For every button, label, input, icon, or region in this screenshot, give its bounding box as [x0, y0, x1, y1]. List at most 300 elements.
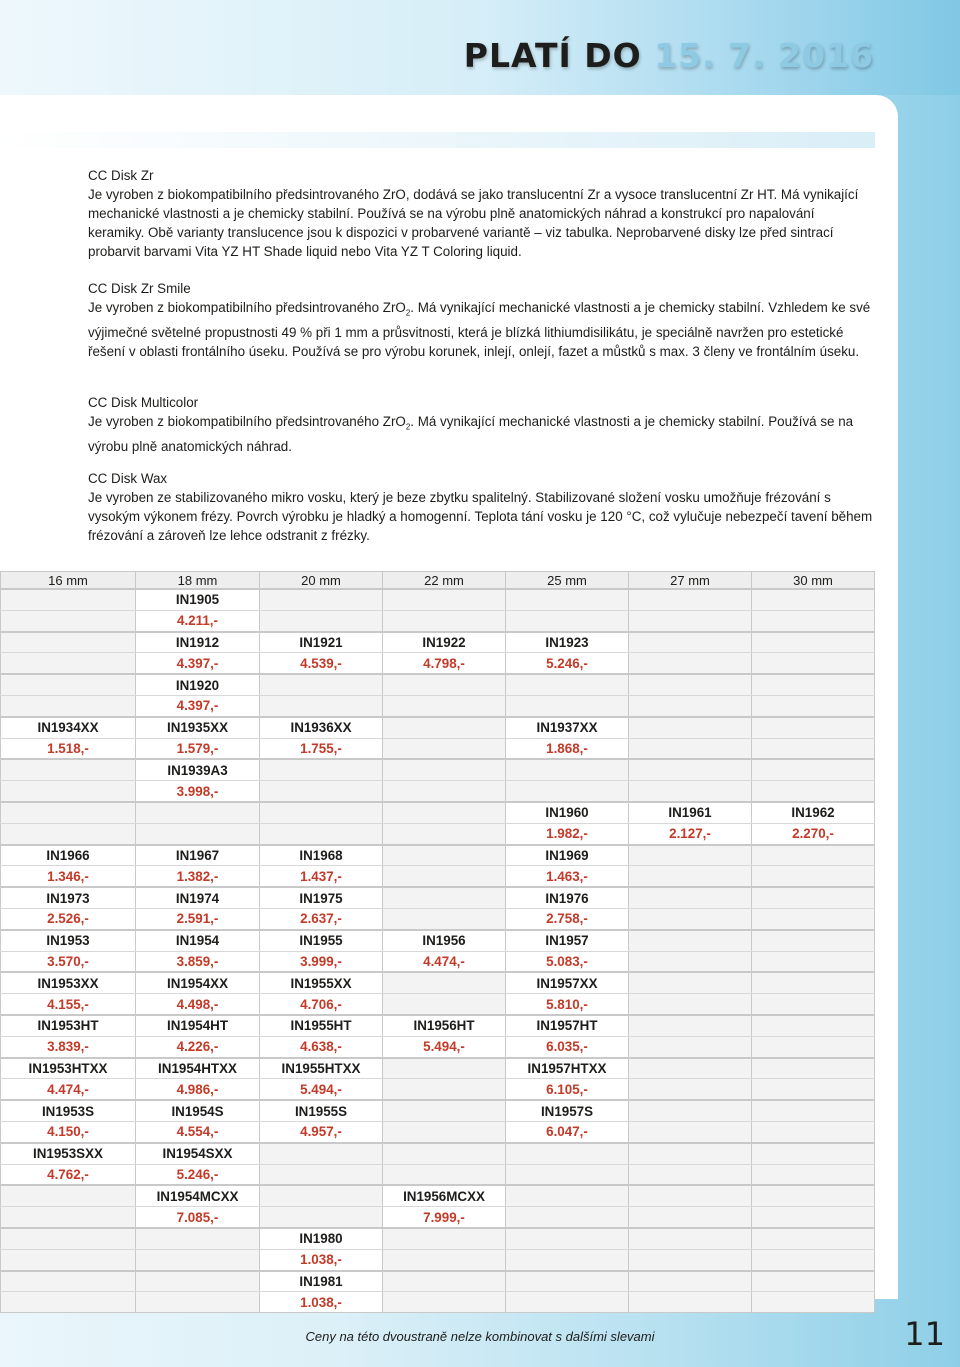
empty-cell — [629, 1249, 752, 1270]
table-row-codes — [1, 887, 875, 908]
empty-cell — [506, 781, 629, 802]
empty-cell — [383, 695, 506, 716]
empty-cell — [629, 610, 752, 631]
empty-cell — [752, 589, 875, 610]
product-code-cell: IN1967 — [136, 845, 260, 866]
product-code-cell: IN1923 — [506, 632, 629, 653]
table-row-prices — [1, 1292, 875, 1313]
product-code-cell: IN1956HT — [383, 1015, 506, 1036]
product-code-cell: IN1912 — [136, 632, 260, 653]
price-cell: 1.038,- — [260, 1292, 383, 1313]
empty-cell — [752, 887, 875, 908]
price-cell: 1.346,- — [1, 866, 136, 887]
price-cell: 5.246,- — [506, 653, 629, 674]
product-code-cell: IN1957HTXX — [506, 1058, 629, 1079]
empty-cell — [752, 695, 875, 716]
empty-cell — [629, 1164, 752, 1185]
empty-cell — [752, 1143, 875, 1164]
empty-cell — [383, 1143, 506, 1164]
empty-cell — [383, 1058, 506, 1079]
product-code-cell: IN1974 — [136, 887, 260, 908]
empty-cell — [1, 632, 136, 653]
empty-cell — [752, 759, 875, 780]
product-code-cell: IN1957 — [506, 930, 629, 951]
empty-cell — [629, 1036, 752, 1057]
price-cell: 3.859,- — [136, 951, 260, 972]
product-code-cell: IN1957XX — [506, 972, 629, 993]
empty-cell — [136, 802, 260, 823]
empty-cell — [629, 632, 752, 653]
price-cell: 5.494,- — [383, 1036, 506, 1057]
table-row-codes — [1, 845, 875, 866]
empty-cell — [383, 887, 506, 908]
table-row-codes — [1, 1100, 875, 1121]
product-code-cell: IN1960 — [506, 802, 629, 823]
empty-cell — [383, 845, 506, 866]
price-cell: 1.868,- — [506, 738, 629, 759]
empty-cell — [629, 930, 752, 951]
section-cc-disk-multicolor — [88, 393, 873, 456]
product-code-cell: IN1905 — [136, 589, 260, 610]
table-row-prices — [1, 1121, 875, 1142]
empty-cell — [629, 759, 752, 780]
table-row-codes — [1, 1271, 875, 1292]
column-header-25mm: 25 mm — [506, 572, 629, 590]
empty-cell — [136, 1228, 260, 1249]
empty-cell — [1, 823, 136, 844]
price-cell: 5.083,- — [506, 951, 629, 972]
validity-date: 15. 7. 2016 — [654, 36, 874, 75]
product-code-cell: IN1956MCXX — [383, 1185, 506, 1206]
column-header-18mm: 18 mm — [136, 572, 260, 590]
empty-cell — [383, 1292, 506, 1313]
table-row-codes — [1, 1228, 875, 1249]
table-row-prices — [1, 951, 875, 972]
price-cell: 1.463,- — [506, 866, 629, 887]
empty-cell — [752, 1079, 875, 1100]
empty-cell — [629, 717, 752, 738]
section-title: CC Disk Multicolor — [88, 395, 199, 410]
product-code-cell: IN1976 — [506, 887, 629, 908]
price-cell: 1.437,- — [260, 866, 383, 887]
product-code-cell: IN1934XX — [1, 717, 136, 738]
price-cell: 4.957,- — [260, 1121, 383, 1142]
empty-cell — [1, 589, 136, 610]
empty-cell — [752, 1164, 875, 1185]
empty-cell — [506, 1228, 629, 1249]
product-code-cell: IN1956 — [383, 930, 506, 951]
product-code-cell: IN1962 — [752, 802, 875, 823]
empty-cell — [1, 610, 136, 631]
empty-cell — [506, 1207, 629, 1228]
product-code-cell: IN1954XX — [136, 972, 260, 993]
section-text — [88, 298, 873, 361]
empty-cell — [260, 589, 383, 610]
empty-cell — [629, 1121, 752, 1142]
product-code-cell: IN1975 — [260, 887, 383, 908]
table-row-codes — [1, 632, 875, 653]
empty-cell — [629, 1207, 752, 1228]
empty-cell — [629, 674, 752, 695]
product-code-cell: IN1961 — [629, 802, 752, 823]
price-cell: 4.397,- — [136, 653, 260, 674]
empty-cell — [506, 1292, 629, 1313]
product-code-cell: IN1920 — [136, 674, 260, 695]
empty-cell — [629, 1185, 752, 1206]
product-code-cell: IN1966 — [1, 845, 136, 866]
empty-cell — [260, 1143, 383, 1164]
empty-cell — [629, 1015, 752, 1036]
empty-cell — [629, 887, 752, 908]
empty-cell — [383, 1271, 506, 1292]
empty-cell — [752, 1100, 875, 1121]
table-row-codes — [1, 972, 875, 993]
section-text — [88, 412, 873, 456]
empty-cell — [629, 1228, 752, 1249]
empty-cell — [260, 674, 383, 695]
price-cell: 4.150,- — [1, 1121, 136, 1142]
table-row-prices — [1, 866, 875, 887]
empty-cell — [383, 802, 506, 823]
table-row-prices — [1, 1207, 875, 1228]
price-cell: 1.579,- — [136, 738, 260, 759]
empty-cell — [629, 695, 752, 716]
product-code-cell: IN1953SXX — [1, 1143, 136, 1164]
empty-cell — [383, 781, 506, 802]
price-cell: 4.798,- — [383, 653, 506, 674]
empty-cell — [629, 845, 752, 866]
empty-cell — [136, 823, 260, 844]
price-cell: 6.105,- — [506, 1079, 629, 1100]
empty-cell — [1, 653, 136, 674]
price-cell: 4.498,- — [136, 994, 260, 1015]
empty-cell — [752, 1228, 875, 1249]
table-row-codes — [1, 717, 875, 738]
empty-cell — [629, 1100, 752, 1121]
product-code-cell: IN1968 — [260, 845, 383, 866]
table-row-prices — [1, 823, 875, 844]
section-cc-disk-zr — [88, 166, 873, 261]
empty-cell — [260, 1185, 383, 1206]
empty-cell — [383, 674, 506, 695]
price-cell: 3.570,- — [1, 951, 136, 972]
empty-cell — [752, 738, 875, 759]
table-row-prices — [1, 1249, 875, 1270]
empty-cell — [752, 972, 875, 993]
empty-cell — [629, 1058, 752, 1079]
empty-cell — [629, 1271, 752, 1292]
price-cell: 2.127,- — [629, 823, 752, 844]
empty-cell — [1, 802, 136, 823]
empty-cell — [752, 1121, 875, 1142]
table-row-prices — [1, 653, 875, 674]
column-header-16mm: 16 mm — [1, 572, 136, 590]
product-code-cell: IN1921 — [260, 632, 383, 653]
price-cell: 1.038,- — [260, 1249, 383, 1270]
section-title: CC Disk Wax — [88, 471, 168, 486]
section-text-part: . Má vynikající mechanické vlastnosti a je chemicky stabilní. Vzhledem ke své výjimečné světelné propustnosti 49 % při 1 mm a průsvitnosti, která je blízká lithiumdisilikátu, je speciálně navržen pro estetické řešení v oblasti frontálního úseku. Používá se pro výrobu korunek, inlejí, onlejí, fazet a můstků s max. 3 členy ve frontálním úseku. — [88, 300, 871, 359]
section-text-part: Je vyroben z biokompatibilního předsintrovaného ZrO — [88, 300, 406, 315]
empty-cell — [752, 994, 875, 1015]
price-cell: 3.839,- — [1, 1036, 136, 1057]
product-code-cell: IN1953S — [1, 1100, 136, 1121]
empty-cell — [383, 759, 506, 780]
price-cell: 4.155,- — [1, 994, 136, 1015]
empty-cell — [752, 951, 875, 972]
empty-cell — [752, 1015, 875, 1036]
empty-cell — [1, 1271, 136, 1292]
empty-cell — [383, 908, 506, 929]
product-code-cell: IN1957HT — [506, 1015, 629, 1036]
product-code-cell: IN1954HTXX — [136, 1058, 260, 1079]
price-cell: 5.246,- — [136, 1164, 260, 1185]
empty-cell — [752, 632, 875, 653]
section-title: CC Disk Zr — [88, 168, 154, 183]
empty-cell — [260, 823, 383, 844]
empty-cell — [383, 972, 506, 993]
table-row-prices — [1, 994, 875, 1015]
table-row-codes — [1, 1185, 875, 1206]
empty-cell — [1, 1185, 136, 1206]
empty-cell — [383, 717, 506, 738]
product-code-cell: IN1922 — [383, 632, 506, 653]
empty-cell — [1, 1249, 136, 1270]
empty-cell — [752, 1271, 875, 1292]
product-code-cell: IN1953 — [1, 930, 136, 951]
product-code-cell: IN1955XX — [260, 972, 383, 993]
empty-cell — [383, 866, 506, 887]
table-row-codes — [1, 674, 875, 695]
empty-cell — [383, 1121, 506, 1142]
empty-cell — [260, 759, 383, 780]
footer-note: Ceny na této dvoustraně nelze kombinovat s dalšími slevami — [305, 1329, 655, 1344]
empty-cell — [629, 1292, 752, 1313]
product-code-cell: IN1935XX — [136, 717, 260, 738]
table-row-prices — [1, 738, 875, 759]
table-row-codes — [1, 1143, 875, 1164]
empty-cell — [383, 1249, 506, 1270]
empty-cell — [752, 930, 875, 951]
validity-label: PLATÍ DO — [463, 36, 642, 75]
empty-cell — [629, 972, 752, 993]
empty-cell — [506, 1185, 629, 1206]
empty-cell — [752, 1292, 875, 1313]
price-cell: 5.810,- — [506, 994, 629, 1015]
empty-cell — [506, 589, 629, 610]
product-code-cell: IN1953HT — [1, 1015, 136, 1036]
price-cell: 4.762,- — [1, 1164, 136, 1185]
empty-cell — [506, 1249, 629, 1270]
price-cell: 1.382,- — [136, 866, 260, 887]
price-cell: 4.539,- — [260, 653, 383, 674]
price-cell: 4.706,- — [260, 994, 383, 1015]
product-code-cell: IN1953XX — [1, 972, 136, 993]
table-row-prices — [1, 908, 875, 929]
product-code-cell: IN1939A3 — [136, 759, 260, 780]
table-row-codes — [1, 802, 875, 823]
empty-cell — [506, 1271, 629, 1292]
subscript: 2 — [405, 308, 411, 318]
price-cell: 3.999,- — [260, 951, 383, 972]
validity-title — [464, 36, 874, 75]
empty-cell — [383, 1079, 506, 1100]
empty-cell — [629, 781, 752, 802]
price-table-body — [1, 589, 875, 1313]
empty-cell — [506, 1164, 629, 1185]
empty-cell — [629, 653, 752, 674]
empty-cell — [260, 610, 383, 631]
empty-cell — [136, 1271, 260, 1292]
empty-cell — [752, 610, 875, 631]
empty-cell — [383, 1228, 506, 1249]
empty-cell — [752, 908, 875, 929]
empty-cell — [383, 1164, 506, 1185]
price-cell: 6.047,- — [506, 1121, 629, 1142]
empty-cell — [629, 994, 752, 1015]
table-row-prices — [1, 1164, 875, 1185]
empty-cell — [1, 1228, 136, 1249]
table-row-codes — [1, 1015, 875, 1036]
price-cell: 4.211,- — [136, 610, 260, 631]
empty-cell — [260, 1207, 383, 1228]
panel-top-strip — [0, 132, 875, 148]
empty-cell — [383, 589, 506, 610]
product-code-cell: IN1955S — [260, 1100, 383, 1121]
price-cell: 1.982,- — [506, 823, 629, 844]
empty-cell — [629, 1079, 752, 1100]
section-text-part: Je vyroben z biokompatibilního předsintrovaného ZrO — [88, 414, 406, 429]
product-code-cell: IN1955HT — [260, 1015, 383, 1036]
table-row-prices — [1, 610, 875, 631]
column-header-20mm: 20 mm — [260, 572, 383, 590]
empty-cell — [383, 1100, 506, 1121]
price-cell: 6.035,- — [506, 1036, 629, 1057]
empty-cell — [752, 1207, 875, 1228]
price-cell: 4.554,- — [136, 1121, 260, 1142]
table-row-prices — [1, 1079, 875, 1100]
price-cell: 4.474,- — [383, 951, 506, 972]
table-row-codes — [1, 759, 875, 780]
price-cell: 1.755,- — [260, 738, 383, 759]
product-code-cell: IN1980 — [260, 1228, 383, 1249]
product-code-cell: IN1936XX — [260, 717, 383, 738]
table-row-codes — [1, 589, 875, 610]
table-header-row — [1, 572, 875, 590]
table-row-codes — [1, 1058, 875, 1079]
empty-cell — [383, 738, 506, 759]
product-code-cell: IN1954SXX — [136, 1143, 260, 1164]
table-row-prices — [1, 1036, 875, 1057]
price-cell: 4.474,- — [1, 1079, 136, 1100]
empty-cell — [260, 1164, 383, 1185]
empty-cell — [506, 610, 629, 631]
product-code-cell: IN1973 — [1, 887, 136, 908]
empty-cell — [752, 1036, 875, 1057]
empty-cell — [136, 1249, 260, 1270]
empty-cell — [260, 781, 383, 802]
empty-cell — [752, 781, 875, 802]
empty-cell — [629, 908, 752, 929]
price-cell: 4.226,- — [136, 1036, 260, 1057]
empty-cell — [260, 802, 383, 823]
empty-cell — [1, 759, 136, 780]
table-row-prices — [1, 695, 875, 716]
table-row-codes — [1, 930, 875, 951]
empty-cell — [1, 695, 136, 716]
product-code-cell: IN1954MCXX — [136, 1185, 260, 1206]
empty-cell — [752, 1249, 875, 1270]
price-cell: 1.518,- — [1, 738, 136, 759]
empty-cell — [383, 610, 506, 631]
product-code-cell: IN1957S — [506, 1100, 629, 1121]
price-cell: 2.270,- — [752, 823, 875, 844]
empty-cell — [752, 845, 875, 866]
product-code-cell: IN1955 — [260, 930, 383, 951]
price-cell: 2.591,- — [136, 908, 260, 929]
empty-cell — [752, 1185, 875, 1206]
product-code-cell: IN1954S — [136, 1100, 260, 1121]
product-code-cell: IN1955HTXX — [260, 1058, 383, 1079]
empty-cell — [136, 1292, 260, 1313]
empty-cell — [1, 1207, 136, 1228]
section-text: Je vyroben z biokompatibilního předsintrovaného ZrO, dodává se jako translucentní Zr a vysoce translucentní Zr HT. Má vynikající mechanické vlastnosti a je chemicky stabilní. Používá se na výrobu plně anatomických náhrad a konstrukcí pro napalování keramiky. Obě varianty translucence jsou k dispozici v probarvené variantě – viz tabulka. Neprobarvené disky lze před sintrací probarvit barvami Vita YZ HT Shade liquid nebo Vita YZ T Coloring liquid. — [88, 187, 859, 259]
column-header-30mm: 30 mm — [752, 572, 875, 590]
empty-cell — [383, 994, 506, 1015]
section-text: Je vyroben ze stabilizovaného mikro vosku, který je beze zbytku spalitelný. Stabilizované složení vosku umožňuje frézování s vysokým výkonem frézy. Povrch výrobku je hladký a homogenní. Teplota tání vosku je 120 °C, což vylučuje nebezpečí tavení během frézování a zároveň lze lehce odstranit z frézky. — [88, 490, 873, 543]
section-cc-disk-zr-smile — [88, 279, 873, 361]
price-cell: 7.085,- — [136, 1207, 260, 1228]
price-cell: 7.999,- — [383, 1207, 506, 1228]
product-code-cell: IN1953HTXX — [1, 1058, 136, 1079]
price-cell: 2.637,- — [260, 908, 383, 929]
empty-cell — [629, 951, 752, 972]
empty-cell — [506, 759, 629, 780]
empty-cell — [506, 695, 629, 716]
price-cell: 3.998,- — [136, 781, 260, 802]
page-number: 11 — [904, 1315, 945, 1353]
empty-cell — [629, 738, 752, 759]
table-row-prices — [1, 781, 875, 802]
empty-cell — [260, 695, 383, 716]
empty-cell — [383, 823, 506, 844]
price-cell: 4.397,- — [136, 695, 260, 716]
column-header-22mm: 22 mm — [383, 572, 506, 590]
price-cell: 4.986,- — [136, 1079, 260, 1100]
empty-cell — [1, 1292, 136, 1313]
price-cell: 4.638,- — [260, 1036, 383, 1057]
empty-cell — [629, 589, 752, 610]
empty-cell — [506, 674, 629, 695]
price-cell: 5.494,- — [260, 1079, 383, 1100]
empty-cell — [752, 717, 875, 738]
empty-cell — [752, 866, 875, 887]
subscript: 2 — [405, 422, 411, 432]
section-text-part: . Má vynikající mechanické vlastnosti a je chemicky stabilní. Používá se na výrobu plně anatomických náhrad. — [88, 414, 854, 454]
product-code-cell: IN1954 — [136, 930, 260, 951]
empty-cell — [629, 866, 752, 887]
empty-cell — [1, 781, 136, 802]
empty-cell — [506, 1143, 629, 1164]
product-code-cell: IN1969 — [506, 845, 629, 866]
section-cc-disk-wax — [88, 469, 873, 545]
empty-cell — [752, 674, 875, 695]
price-cell: 2.758,- — [506, 908, 629, 929]
column-header-27mm: 27 mm — [629, 572, 752, 590]
product-code-cell: IN1954HT — [136, 1015, 260, 1036]
empty-cell — [752, 653, 875, 674]
product-code-cell: IN1981 — [260, 1271, 383, 1292]
price-cell: 2.526,- — [1, 908, 136, 929]
